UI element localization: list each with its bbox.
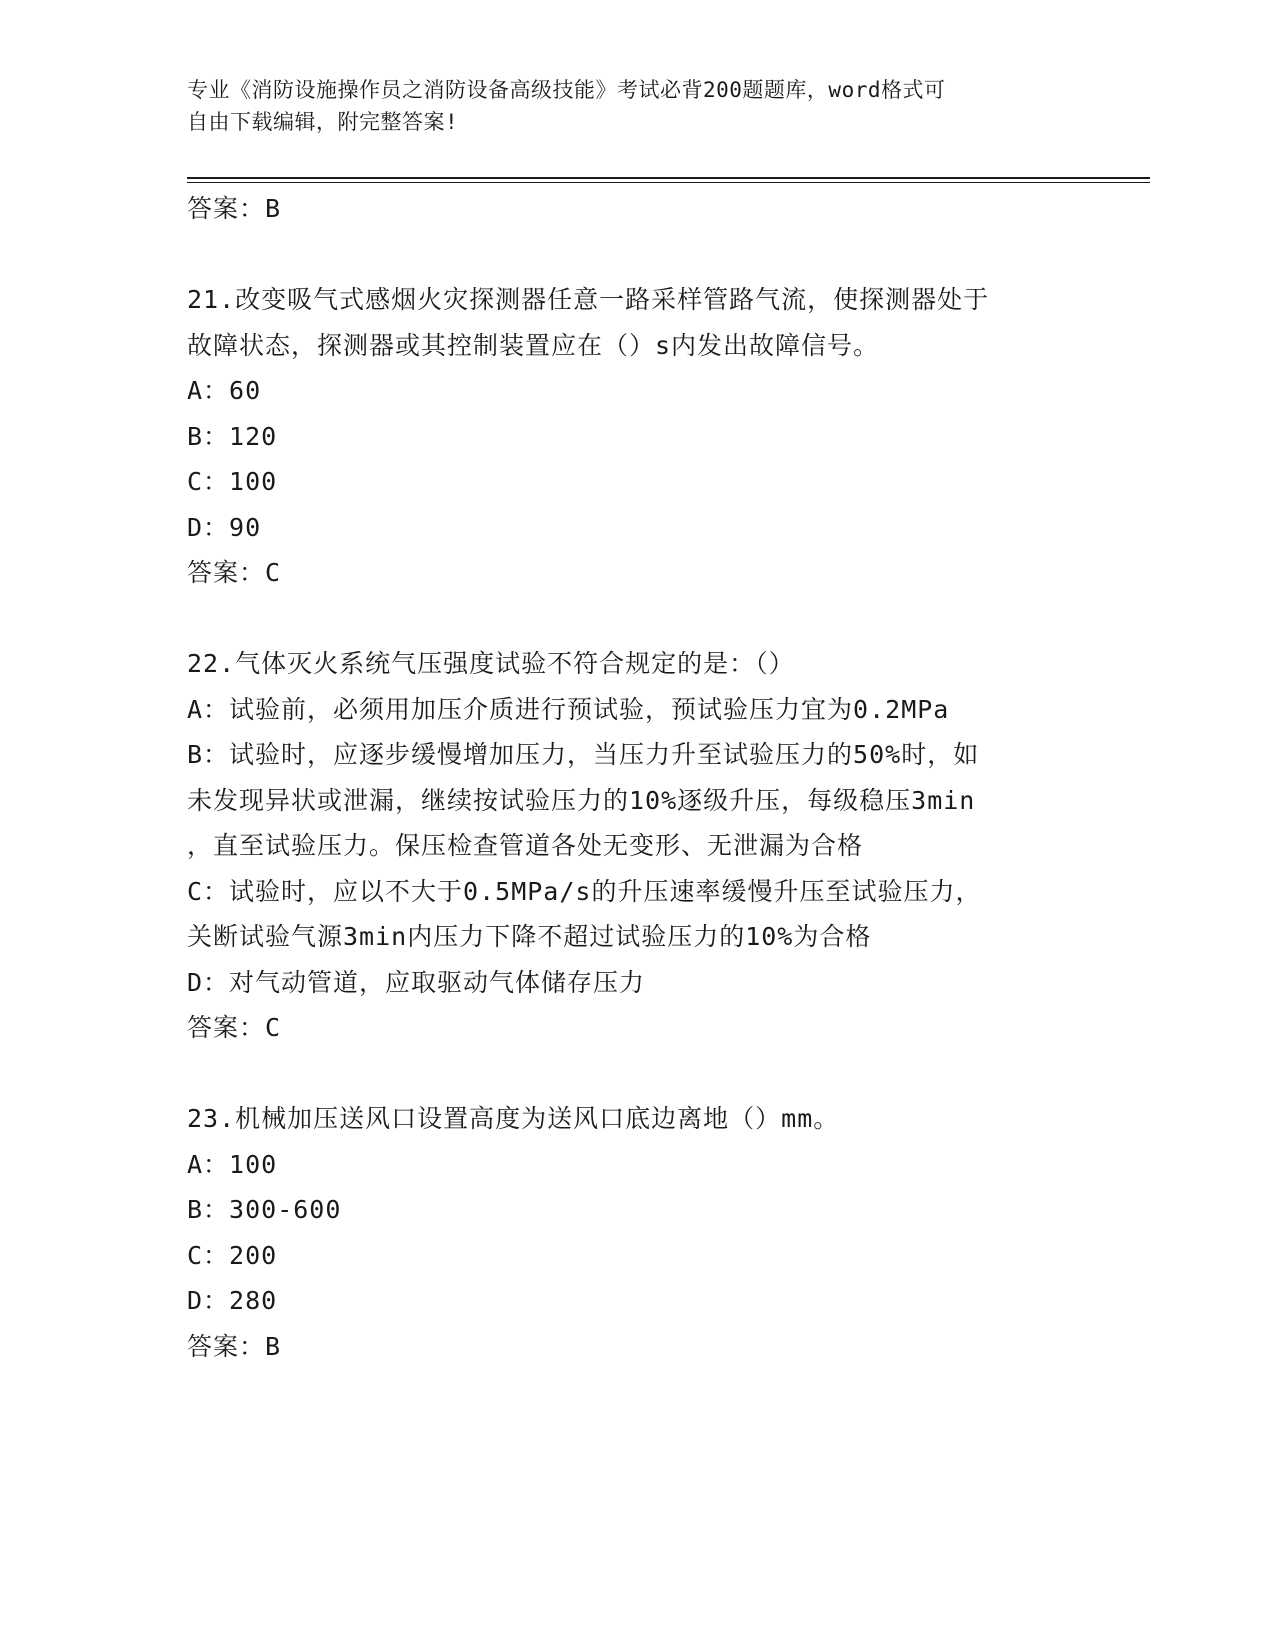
answer-line: 答案：C xyxy=(187,1013,282,1042)
option-d: D：对气动管道，应取驱动气体储存压力 xyxy=(187,967,646,997)
header-divider-thin xyxy=(187,182,1150,183)
option-a: A：试验前，必须用加压介质进行预试验，预试验压力宜为0.2MPa xyxy=(187,694,950,724)
spacer xyxy=(187,232,1087,278)
option-b-continued: ，直至试验压力。保压检查管道各处无变形、无泄漏为合格 xyxy=(187,831,864,860)
spacer xyxy=(187,1051,1087,1097)
question-content xyxy=(187,186,1087,1369)
option-b: B：120 xyxy=(187,421,278,451)
previous-answer: 答案：B xyxy=(187,194,282,223)
question-stem-line: 22.气体灭火系统气压强度试验不符合规定的是：（） xyxy=(187,649,795,678)
option-c: C：200 xyxy=(187,1240,278,1270)
option-a: A：60 xyxy=(187,376,262,405)
option-b: B：300-600 xyxy=(187,1195,342,1224)
document-header xyxy=(187,74,1067,138)
header-line-1: 专业《消防设施操作员之消防设备高级技能》考试必背200题题库，word格式可 xyxy=(187,78,946,102)
question-stem-line: 21.改变吸气式感烟火灾探测器任意一路采样管路气流，使探测器处于 xyxy=(187,285,990,314)
option-c-continued: 关断试验气源3min内压力下降不超过试验压力的10%为合格 xyxy=(187,922,872,951)
option-d: D：280 xyxy=(187,1286,278,1315)
question-block xyxy=(187,277,1087,596)
question-stem-line: 故障状态，探测器或其控制装置应在（）s内发出故障信号。 xyxy=(187,330,880,360)
header-line-2: 自由下载编辑，附完整答案! xyxy=(187,110,459,134)
spacer xyxy=(187,596,1087,642)
header-divider-thick xyxy=(187,177,1150,179)
option-b: B：试验时，应逐步缓慢增加压力，当压力升至试验压力的50%时，如 xyxy=(187,740,980,769)
question-block xyxy=(187,641,1087,1051)
option-c: C：试验时，应以不大于0.5MPa/s的升压速率缓慢升压至试验压力， xyxy=(187,876,982,906)
option-b-continued: 未发现异状或泄漏，继续按试验压力的10%逐级升压，每级稳压3min xyxy=(187,785,976,815)
option-a: A：100 xyxy=(187,1149,278,1179)
question-stem-line: 23.机械加压送风口设置高度为送风口底边离地（）mm。 xyxy=(187,1104,840,1133)
question-block xyxy=(187,1096,1087,1369)
answer-line: 答案：C xyxy=(187,558,282,587)
option-d: D：90 xyxy=(187,512,262,542)
option-c: C：100 xyxy=(187,467,278,496)
answer-line: 答案：B xyxy=(187,1331,282,1361)
